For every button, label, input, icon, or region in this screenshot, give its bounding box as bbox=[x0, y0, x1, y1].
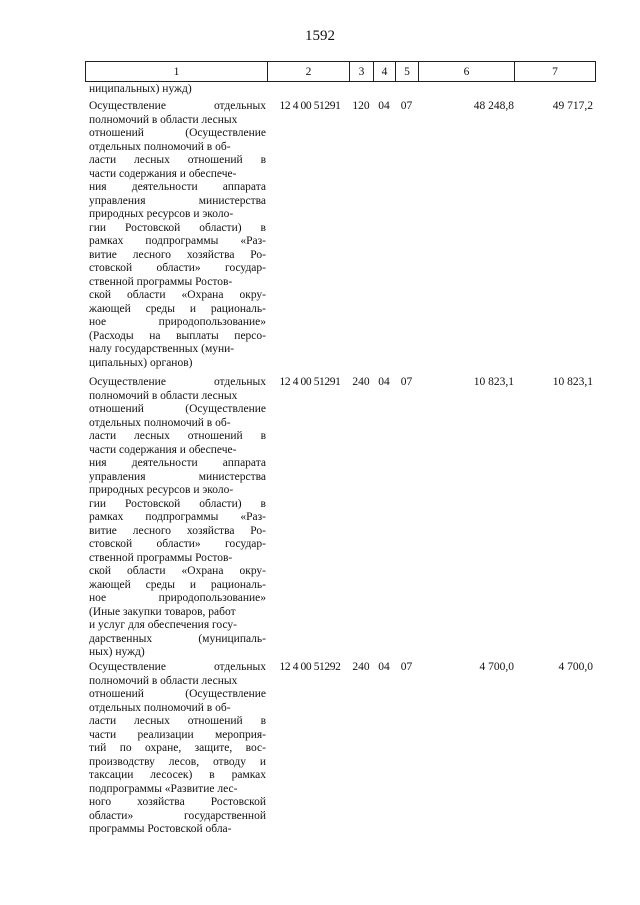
description-line: управления министерства bbox=[89, 470, 266, 483]
target-code: 12 4 00 51292 bbox=[279, 661, 341, 673]
row-description bbox=[89, 100, 266, 370]
description-line: ской области «Охрана окру- bbox=[89, 565, 266, 577]
section-code: 04 bbox=[378, 100, 390, 112]
description-line: рамках подпрограммы «Раз- bbox=[89, 235, 266, 247]
description-line: управления министерства bbox=[89, 194, 266, 207]
description-line: полномочий в области лесных bbox=[89, 674, 238, 687]
column-header-1: 1 bbox=[86, 62, 268, 82]
column-header-7: 7 bbox=[515, 62, 596, 82]
amount-col7: 4 700,0 bbox=[558, 661, 593, 673]
column-header-4: 4 bbox=[374, 62, 396, 82]
expense-type: 120 bbox=[352, 100, 370, 112]
subsection-code: 07 bbox=[400, 376, 413, 388]
description-line: части содержания и обеспече- bbox=[89, 167, 237, 180]
column-header-6: 6 bbox=[419, 62, 515, 82]
row-description bbox=[89, 661, 266, 837]
description-line: налу государственных (муни- bbox=[89, 343, 235, 355]
row-description bbox=[89, 376, 266, 660]
description-line: витие лесного хозяйства Ро- bbox=[89, 524, 266, 537]
description-line: (Иные закупки товаров, работ bbox=[89, 605, 236, 618]
description-line: отношений (Осуществление bbox=[89, 688, 266, 700]
page-number: 1592 bbox=[305, 28, 335, 44]
amount-col6: 4 700,0 bbox=[479, 661, 514, 673]
description-line: части реализации мероприя- bbox=[89, 728, 266, 741]
subsection-code: 07 bbox=[400, 100, 413, 112]
continuation-text: ниципальных) нужд) bbox=[89, 83, 192, 95]
description-line: части содержания и обеспече- bbox=[89, 443, 237, 456]
section-code: 04 bbox=[378, 376, 390, 388]
column-header-3: 3 bbox=[350, 62, 374, 82]
description-line: тий по охране, защите, вос- bbox=[89, 742, 266, 754]
description-line: ного хозяйства Ростовской bbox=[89, 796, 266, 808]
description-line: природных ресурсов и эколо- bbox=[89, 484, 234, 496]
description-line: ской области «Охрана окру- bbox=[89, 289, 266, 301]
description-line: ласти лесных отношений в bbox=[89, 715, 266, 727]
description-line: ственной программы Ростов- bbox=[89, 275, 233, 288]
description-line: подпрограммы «Развитие лес- bbox=[89, 782, 238, 795]
description-line: жающей среды и рациональ- bbox=[89, 302, 266, 315]
subsection-code: 07 bbox=[400, 661, 413, 673]
target-code: 12 4 00 51291 bbox=[279, 100, 341, 112]
description-line: ласти лесных отношений в bbox=[89, 430, 266, 442]
column-header-row bbox=[86, 62, 596, 82]
description-line: отдельных полномочий в об- bbox=[89, 140, 231, 153]
description-line: отношений (Осуществление bbox=[89, 403, 266, 415]
amount-col6: 10 823,1 bbox=[473, 376, 514, 388]
description-line: ное природопользование» bbox=[89, 592, 266, 604]
description-line: отдельных полномочий в об- bbox=[89, 701, 231, 714]
description-line: рамках подпрограммы «Раз- bbox=[89, 511, 266, 523]
description-line: ных) нужд) bbox=[89, 646, 145, 658]
column-header-table bbox=[85, 61, 596, 82]
column-header-5: 5 bbox=[396, 62, 419, 82]
description-line: производству лесов, отводу и bbox=[89, 755, 266, 768]
description-line: ласти лесных отношений в bbox=[89, 154, 266, 166]
description-line: витие лесного хозяйства Ро- bbox=[89, 248, 266, 261]
description-line: Осуществление отдельных bbox=[89, 661, 266, 673]
description-line: ственной программы Ростов- bbox=[89, 551, 233, 564]
description-line: Осуществление отдельных bbox=[89, 376, 266, 388]
description-line: программы Ростовской обла- bbox=[89, 823, 232, 835]
description-line: (Расходы на выплаты персо- bbox=[89, 329, 266, 342]
description-line: ния деятельности аппарата bbox=[89, 457, 266, 469]
column-header-2: 2 bbox=[268, 62, 350, 82]
expense-type: 240 bbox=[352, 661, 370, 673]
description-line: гии Ростовской области) в bbox=[89, 497, 266, 510]
description-line: ципальных) органов) bbox=[89, 356, 193, 369]
section-code: 04 bbox=[378, 661, 390, 673]
expense-type: 240 bbox=[352, 376, 370, 388]
amount-col7: 10 823,1 bbox=[552, 376, 593, 388]
description-line: ное природопользование» bbox=[89, 316, 266, 328]
amount-col7: 49 717,2 bbox=[552, 100, 593, 112]
amount-col6: 48 248,8 bbox=[473, 100, 514, 112]
description-line: полномочий в области лесных bbox=[89, 389, 238, 402]
description-line: стовской области» государ- bbox=[89, 538, 266, 550]
description-line: отдельных полномочий в об- bbox=[89, 416, 231, 429]
target-code: 12 4 00 51291 bbox=[279, 376, 341, 388]
description-line: полномочий в области лесных bbox=[89, 113, 238, 126]
description-line: таксации лесосек) в рамках bbox=[89, 769, 266, 781]
description-line: Осуществление отдельных bbox=[89, 100, 266, 112]
description-line: гии Ростовской области) в bbox=[89, 221, 266, 234]
description-line: стовской области» государ- bbox=[89, 262, 266, 274]
description-line: природных ресурсов и эколо- bbox=[89, 208, 234, 220]
description-line: жающей среды и рациональ- bbox=[89, 578, 266, 591]
description-line: области» государственной bbox=[89, 809, 266, 822]
description-line: ния деятельности аппарата bbox=[89, 181, 266, 193]
description-line: отношений (Осуществление bbox=[89, 127, 266, 139]
description-line: и услуг для обеспечения госу- bbox=[89, 619, 237, 631]
description-line: дарственных (муниципаль- bbox=[89, 632, 266, 645]
